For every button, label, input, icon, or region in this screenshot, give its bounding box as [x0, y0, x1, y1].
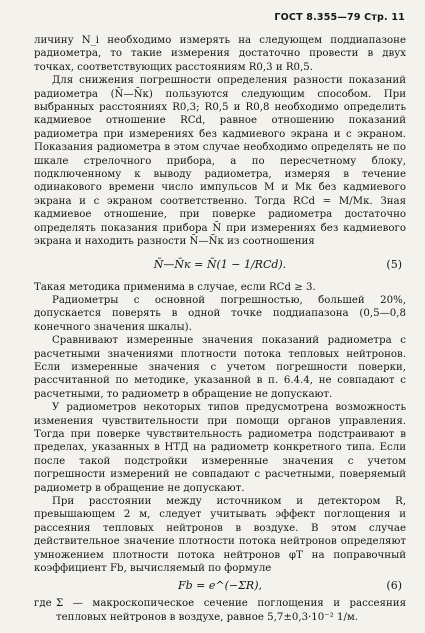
paragraph-3: Такая методика применима в случае, если RCd ≥ 3.	[34, 281, 316, 293]
paragraph-7: При расстоянии между источником и детектором R, превышающем 2 м, следует учитывать эффект поглощения и рассеяния тепловых нейтронов в воздухе. В этом случае действительное значение плотности потока нейтронов определяют умножением плотности потока нейтронов φT на поправочный коэффициент Fb, вычисляемый по формуле	[34, 496, 406, 575]
formula-5-number: (5)	[386, 257, 402, 271]
formula-5-text: N̄—N̄к = N̄(1 − 1/RCd).	[153, 257, 287, 271]
formula-6-text: Fb = e^(−ΣR),	[178, 579, 262, 593]
paragraph-4: Радиометры с основной погрешностью, большей 20%, допускается поверять в одной точке поддиапазона (0,5—0,8 конечного значения шкалы).	[34, 294, 406, 333]
where-clause	[34, 597, 406, 624]
paragraph-5: Сравнивают измеренные значения показаний радиометра с расчетными значениями плотности потока тепловых нейтронов. Если измеренные значения с учетом погрешности поверки, рассчитанной по методике, указанной в п. 6.4.4, не совпадают с расчетными, то радиометр в обращение не допускают.	[34, 335, 406, 400]
paragraph-2: Для снижения погрешности определения разности показаний радиометра (N̄—N̄к) пользуются следующим способом. При выбранных расстояниях R0,3; R0,5 и R0,8 необходимо определить кадмиевое отношение RCd, равное отношению показаний радиометра при измерениях без кадмиевого экрана и с экраном. Показания радиометра в этом случае необходимо определять не по шкале стрелочного прибора, а по пересчетному блоку, подключенному к выводу радиометра, измеряя в течение одинакового времени число импульсов M и Mк без кадмиевого экрана и с экраном соответственно. Тогда RCd = M/Mк. Зная кадмиевое отношение, при поверке радиометра достаточно определять показания прибора N̄ при измерениях без кадмиевого экрана и находить разности N̄—N̄к из соотношения	[34, 75, 406, 248]
page-header: ГОСТ 8.355—79 Стр. 11	[274, 12, 405, 23]
where-lead: где	[34, 598, 52, 610]
formula-5	[34, 249, 406, 281]
paragraph-1: личину N_i необходимо измерять на следующем поддиапазоне радиометра, то такие измерения достаточно провести в двух точках, соответствующих расстояниям R0,3 и R0,5.	[34, 35, 406, 73]
formula-6-number: (6)	[386, 579, 402, 593]
formula-6	[34, 575, 406, 597]
page-body	[34, 34, 406, 624]
where-text: Σ — макроскопическое сечение поглощения и рассеяния тепловых нейтронов в воздухе, равное 5,7±0,3·10⁻² 1/м.	[56, 598, 406, 623]
paragraph-6: У радиометров некоторых типов предусмотрена возможность изменения чувствительности при помощи органов управления. Тогда при поверке чувствительность радиометра подстраивают в пределах, указанных в НТД на радиометр конкретного типа. Если после такой подстройки измеренные значения с учетом погрешности измерений не совпадают с расчетными, поверяемый радиометр в обращение не допускают.	[34, 402, 406, 494]
